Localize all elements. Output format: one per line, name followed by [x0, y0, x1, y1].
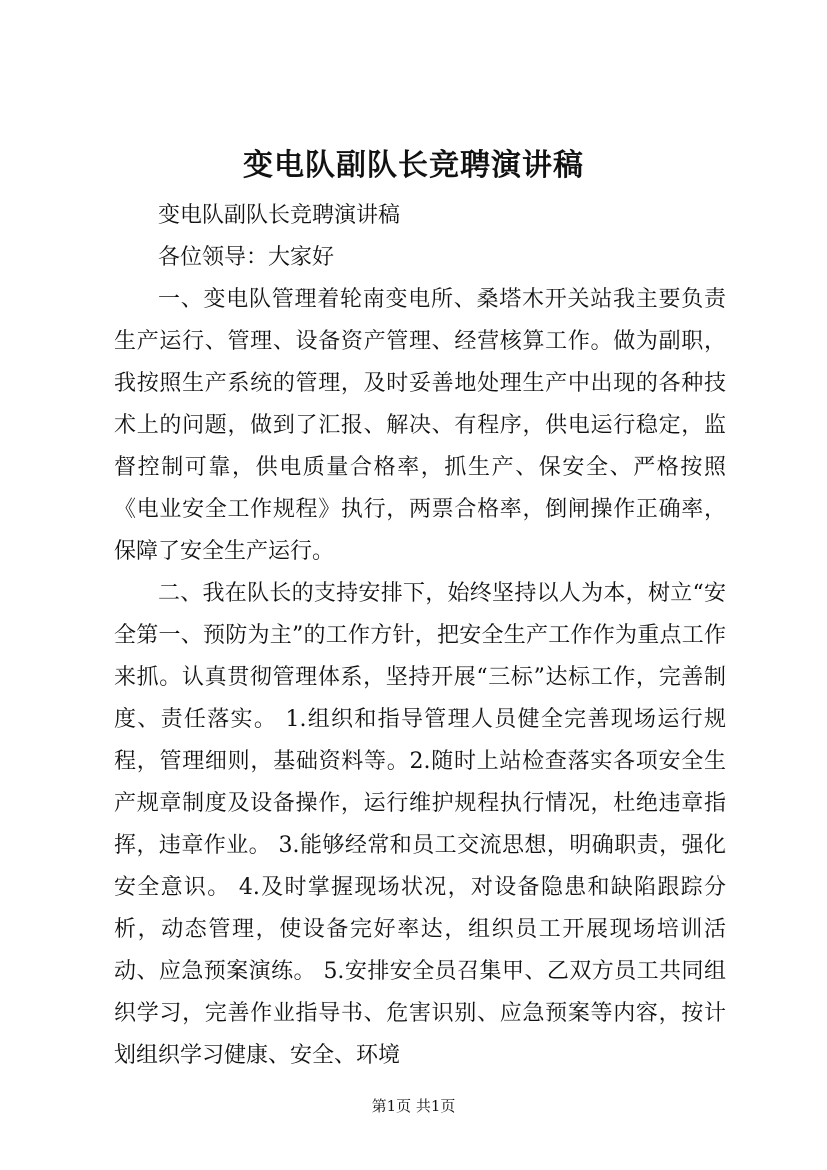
page-footer: 第1页 共1页: [371, 1097, 456, 1115]
document-body: [114, 195, 726, 1077]
paragraph-section-two: 二、我在队长的支持安排下，始终坚持以人为本，树立“安全第一、预防为主”的工作方针，把安全生产工作作为重点工作来抓。认真贯彻管理体系，坚持开展“三标”达标工作，完善制度、责任落实。 1.组织和指导管理人员健全完善现场运行规程，管理细则，基础资料等。2.随时上站检查落实各项安全生产规章制度及设备操作，运行维护规程执行情况，杜绝违章指挥，违章作业。 3.能够经常和员工交流思想，明确职责，强化安全意识。 4.及时掌握现场状况，对设备隐患和缺陷跟踪分析，动态管理，使设备完好率达，组织员工开展现场培训活动、应急预案演练。 5.安排安全员召集甲、乙双方员工共同组织学习，完善作业指导书、危害识别、应急预案等内容，按计划组织学习健康、安全、环境: [114, 581, 726, 1068]
paragraph-subtitle: 变电队副队长竞聘演讲稿: [158, 203, 401, 228]
document-title: 变电队副队长竞聘演讲稿: [243, 148, 584, 183]
paragraph-section-one: 一、变电队管理着轮南变电所、桑塔木开关站我主要负责生产运行、管理、设备资产管理、经营核算工作。做为副职，我按照生产系统的管理，及时妥善地处理生产中出现的各种技术上的问题，做到了汇报、解决、有程序，供电运行稳定，监督控制可靠，供电质量合格率，抓生产、保安全、严格按照《电业安全工作规程》执行，两票合格率，倒闸操作正确率，保障了安全生产运行。: [114, 287, 726, 564]
paragraph-greeting: 各位领导：大家好: [158, 245, 335, 270]
